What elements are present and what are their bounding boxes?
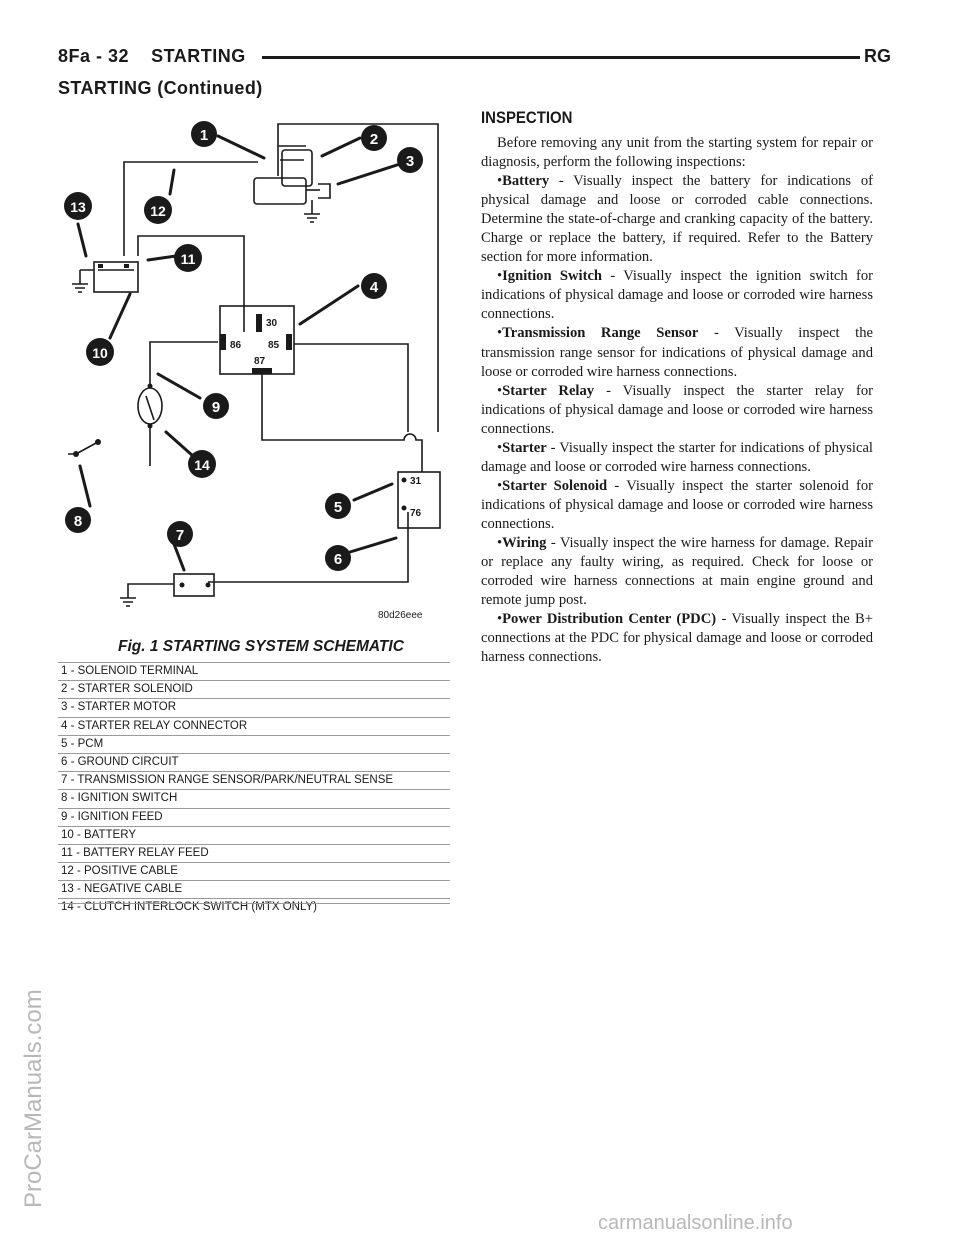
item-text: - Visually inspect the starter for indications of physical damage and loose or corroded wire harness connections. xyxy=(481,439,873,475)
legend-bottom-rule xyxy=(58,903,450,904)
legend-item: 4 - STARTER RELAY CONNECTOR xyxy=(58,717,450,735)
legend-item: 7 - TRANSMISSION RANGE SENSOR/PARK/NEUTRAL SENSE xyxy=(58,771,450,789)
svg-text:5: 5 xyxy=(333,499,343,516)
item-text: - Visually inspect the wire harness for damage. Repair or replace any faulty wiring, as required. Check for loose or corroded wire harness connections at main engine ground and remote jump post. xyxy=(481,534,873,609)
side-watermark-text: ProCarManuals.com xyxy=(20,989,47,1208)
item-text: - Visually inspect the battery for indications of physical damage and loose or corroded cable connections. Determine the state-of-charge and cranking capacity of the battery. Charge or replace the battery, if required. Refer to the Battery section for more information. xyxy=(481,173,873,266)
bullet: • xyxy=(497,268,503,285)
item-text: - Visually inspect the B+ connections at the PDC for physical damage and loose or corroded harness connections. xyxy=(481,611,874,666)
item-term: Battery xyxy=(502,173,550,190)
pcm-pin-31: 31 xyxy=(410,476,422,487)
callout-7 xyxy=(167,521,193,547)
svg-text:12: 12 xyxy=(150,203,166,219)
item-text: - Visually inspect the transmission range sensor for indications of physical damage and loose or corroded wire harness connections. xyxy=(481,325,873,380)
inspection-item-battery xyxy=(481,172,873,267)
page-number: 8Fa - 32 xyxy=(58,46,130,66)
svg-text:8: 8 xyxy=(73,513,83,530)
relay-pin-85: 85 xyxy=(268,340,280,351)
legend-item: 11 - BATTERY RELAY FEED xyxy=(58,844,450,862)
bullet: • xyxy=(497,477,503,494)
inspection-body xyxy=(481,134,873,667)
callout-5 xyxy=(325,493,351,519)
relay-pin-86: 86 xyxy=(230,340,242,351)
legend-item: 14 - CLUTCH INTERLOCK SWITCH (MTX ONLY) xyxy=(58,898,450,916)
bullet: • xyxy=(497,611,503,628)
section-name: STARTING xyxy=(151,46,246,66)
bullet: • xyxy=(497,534,503,551)
inspection-heading: INSPECTION xyxy=(481,108,573,127)
item-term: Power Distribution Center (PDC) xyxy=(502,611,717,628)
svg-text:13: 13 xyxy=(70,199,86,215)
bottom-watermark: carmanualsonline.info xyxy=(598,1212,793,1234)
svg-text:9: 9 xyxy=(211,399,221,416)
callout-13 xyxy=(64,192,92,220)
side-watermark xyxy=(20,989,60,1208)
legend-item: 13 - NEGATIVE CABLE xyxy=(58,880,450,898)
svg-text:11: 11 xyxy=(180,251,196,267)
inspection-item-ignition-switch xyxy=(481,267,873,324)
item-term: Starter Relay xyxy=(502,382,595,399)
svg-text:10: 10 xyxy=(92,345,108,361)
svg-text:14: 14 xyxy=(194,457,210,473)
continued-label: STARTING (Continued) xyxy=(58,78,263,98)
svg-text:4: 4 xyxy=(369,279,379,296)
figure-id: 80d26eee xyxy=(378,610,423,621)
bullet: • xyxy=(497,173,503,190)
svg-text:6: 6 xyxy=(333,551,343,568)
item-text: - Visually inspect the starter solenoid for indications of physical damage and loose or corroded wire harness connections. xyxy=(481,477,874,532)
header-rule xyxy=(262,56,860,59)
relay-pin-30: 30 xyxy=(266,318,278,329)
legend-item: 2 - STARTER SOLENOID xyxy=(58,680,450,698)
inspection-item-trs xyxy=(481,324,873,381)
item-term: Transmission Range Sensor xyxy=(502,325,699,342)
legend-item: 8 - IGNITION SWITCH xyxy=(58,789,450,807)
legend-item: 1 - SOLENOID TERMINAL xyxy=(58,662,450,680)
bullet: • xyxy=(497,382,503,399)
legend-item: 10 - BATTERY xyxy=(58,826,450,844)
callout-9 xyxy=(203,393,229,419)
item-term: Starter xyxy=(502,439,547,456)
figure-legend xyxy=(58,662,450,917)
callout-11 xyxy=(174,244,202,272)
page-header xyxy=(58,46,246,67)
item-term: Starter Solenoid xyxy=(502,477,608,494)
pcm-pin-76: 76 xyxy=(410,508,422,519)
callout-14 xyxy=(188,450,216,478)
inspection-item-starter-relay xyxy=(481,382,873,439)
callout-4 xyxy=(361,273,387,299)
legend-item: 12 - POSITIVE CABLE xyxy=(58,862,450,880)
item-text: - Visually inspect the ignition switch for indications of physical damage and loose or corroded wire harness connections. xyxy=(481,268,873,323)
item-text: - Visually inspect the starter relay for indications of physical damage and loose or corroded wire harness connections. xyxy=(481,382,873,437)
callout-1 xyxy=(191,121,217,147)
inspection-item-pdc xyxy=(481,610,873,667)
callout-2 xyxy=(361,125,387,151)
svg-text:7: 7 xyxy=(175,527,185,544)
inspection-intro: Before removing any unit from the starting system for repair or diagnosis, perform the following inspections: xyxy=(481,135,873,171)
callout-8 xyxy=(65,507,91,533)
legend-item: 9 - IGNITION FEED xyxy=(58,808,450,826)
legend-item: 3 - STARTER MOTOR xyxy=(58,698,450,716)
bullet: • xyxy=(497,325,503,342)
svg-text:2: 2 xyxy=(369,131,379,148)
item-term: Ignition Switch xyxy=(502,268,603,285)
svg-text:1: 1 xyxy=(199,127,209,144)
item-term: Wiring xyxy=(502,534,547,551)
callout-10 xyxy=(86,338,114,366)
bullet: • xyxy=(497,439,503,456)
inspection-item-starter xyxy=(481,439,873,477)
figure-caption: Fig. 1 STARTING SYSTEM SCHEMATIC xyxy=(118,638,404,655)
inspection-item-wiring xyxy=(481,534,873,610)
callout-12 xyxy=(144,196,172,224)
starting-system-schematic xyxy=(58,106,450,636)
callout-3 xyxy=(397,147,423,173)
legend-item: 5 - PCM xyxy=(58,735,450,753)
callouts xyxy=(64,121,423,571)
callout-6 xyxy=(325,545,351,571)
model-code: RG xyxy=(864,46,891,66)
legend-item: 6 - GROUND CIRCUIT xyxy=(58,753,450,771)
inspection-item-starter-solenoid xyxy=(481,477,873,534)
relay-pin-87: 87 xyxy=(254,356,266,367)
svg-text:3: 3 xyxy=(405,153,415,170)
